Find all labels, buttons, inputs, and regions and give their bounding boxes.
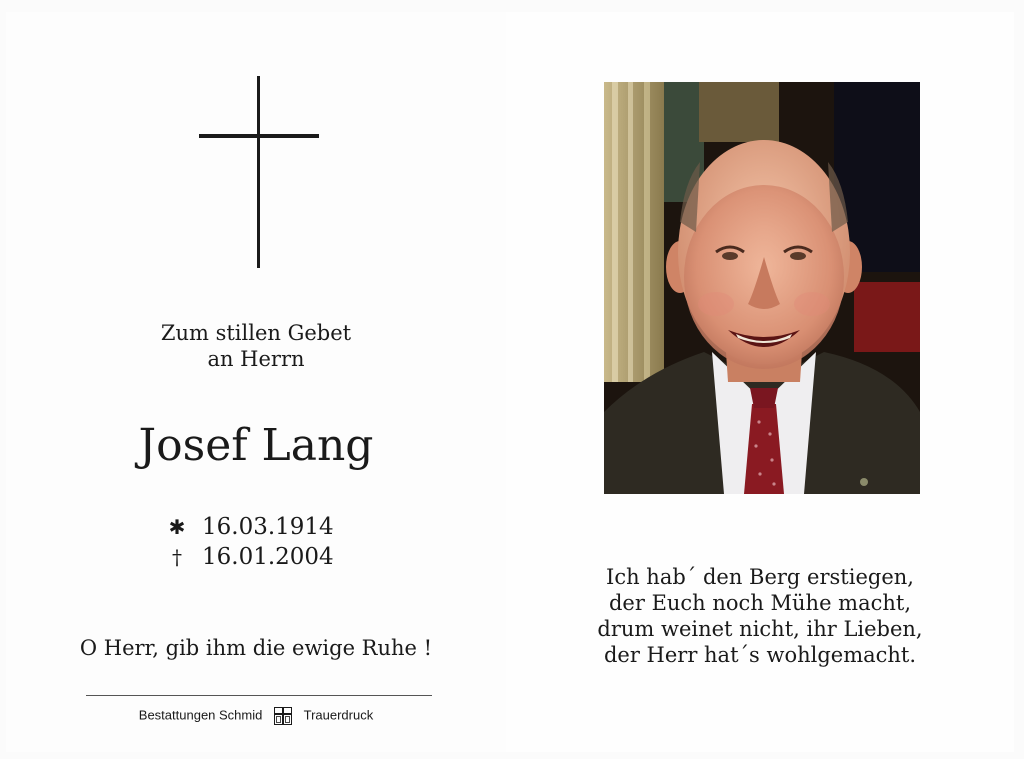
life-dates [164, 512, 404, 572]
footer-divider [86, 695, 432, 696]
printer-name: Trauerdruck [303, 707, 374, 723]
intro-line-2: an Herrn [207, 347, 305, 371]
prayer-text: O Herr, gib ihm die ewige Ruhe ! [79, 636, 433, 660]
death-date: 16.01.2004 [202, 544, 334, 570]
verse-line-2: der Euch noch Mühe macht, [608, 591, 912, 615]
portrait-photo [604, 82, 920, 494]
death-row [164, 542, 404, 572]
latin-cross-icon [196, 76, 320, 268]
verse-line-1: Ich hab´ den Berg erstiegen, [606, 565, 914, 589]
death-dagger-icon: † [172, 545, 182, 569]
birth-star-icon: ✱ [168, 515, 186, 539]
verse-line-3: drum weinet nicht, ihr Lieben, [597, 617, 923, 641]
funeral-home-logo-icon [274, 707, 292, 725]
birth-date: 16.03.1914 [202, 514, 334, 540]
memorial-verse [506, 564, 1014, 668]
funeral-home-name: Bestattungen Schmid [138, 707, 263, 723]
left-panel [6, 12, 506, 752]
portrait-illustration [604, 82, 920, 494]
verse-line-4: der Herr hat´s wohlgemacht. [603, 643, 917, 667]
birth-row [164, 512, 404, 542]
intro-line-1: Zum stillen Gebet [160, 321, 352, 345]
printer-footer [6, 704, 506, 726]
deceased-name: Josef Lang [138, 420, 374, 471]
right-panel [506, 12, 1014, 752]
